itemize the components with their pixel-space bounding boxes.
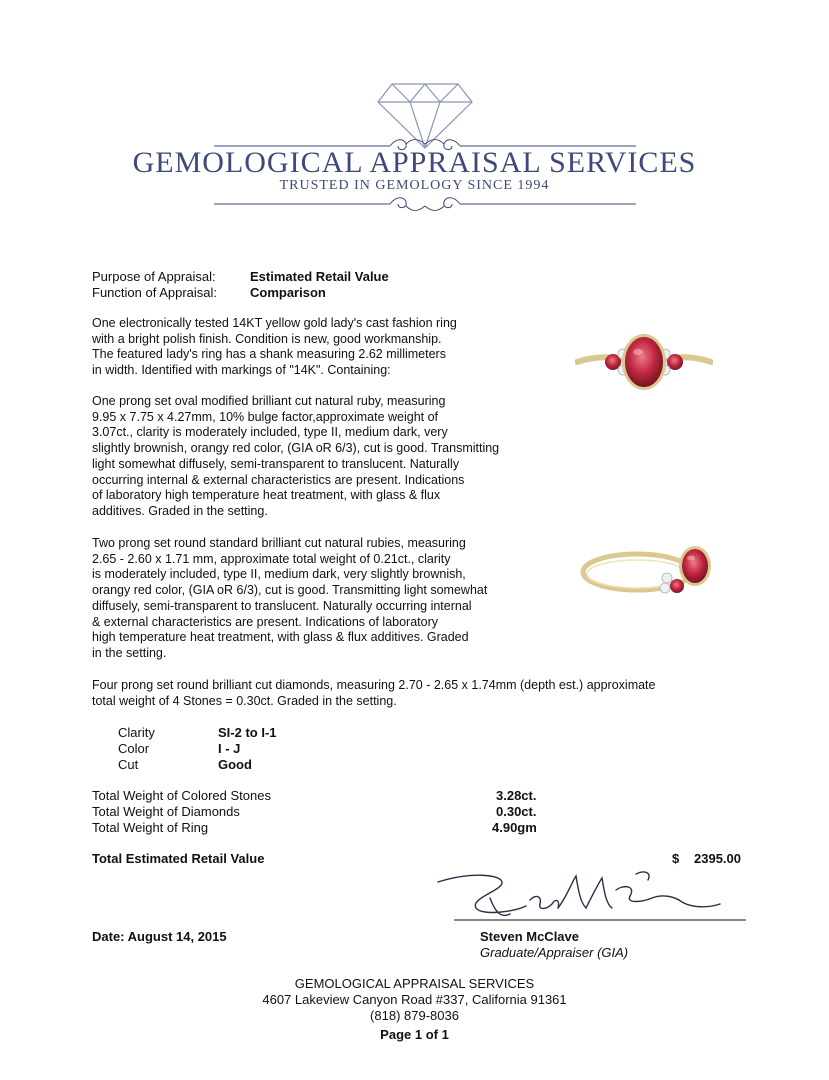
text-line: with a bright polish finish. Condition is new, good workmanship. xyxy=(92,331,442,346)
cut-label: Cut xyxy=(118,757,139,772)
diamonds-paragraph xyxy=(92,678,655,709)
cut-value: Good xyxy=(218,757,252,772)
main-ruby-paragraph xyxy=(92,394,499,520)
color-value: I - J xyxy=(218,741,241,756)
text-line: in the setting. xyxy=(92,645,167,660)
color-label: Color xyxy=(118,741,150,756)
footer-address: 4607 Lakeview Canyon Road #337, California 91361 xyxy=(262,992,567,1007)
text-line: total weight of 4 Stones = 0.30ct. Graded in the setting. xyxy=(92,693,397,708)
currency-symbol: $ xyxy=(672,851,680,866)
page-number: Page 1 of 1 xyxy=(380,1027,449,1042)
total-ring-value: 4.90gm xyxy=(492,820,537,835)
text-line: light somewhat diffusely, semi-transparent to translucent. Naturally xyxy=(92,456,460,471)
total-colored-value: 3.28ct. xyxy=(496,788,537,803)
ring-photo-side xyxy=(577,536,717,606)
clarity-label: Clarity xyxy=(118,725,155,740)
text-line: Four prong set round brilliant cut diamonds, measuring 2.70 - 2.65 x 1.74mm (depth est.) approximate xyxy=(92,678,656,692)
text-line: high temperature heat treatment, with glass & flux additives. Graded xyxy=(92,630,469,645)
text-line: The featured lady's ring has a shank measuring 2.62 millimeters xyxy=(92,347,446,362)
text-line: additives. Graded in the setting. xyxy=(92,503,268,518)
text-line: of laboratory high temperature heat treatment, with glass & flux xyxy=(92,488,441,503)
company-tagline: TRUSTED IN GEMOLOGY SINCE 1994 xyxy=(279,178,550,193)
bottom-ornament-rule xyxy=(214,198,636,211)
total-diamonds-value: 0.30ct. xyxy=(496,804,537,819)
text-line: One electronically tested 14KT yellow gold lady's cast fashion ring xyxy=(92,316,457,330)
function-label: Function of Appraisal: xyxy=(92,285,218,300)
text-line: orangy red color, (GIA oR 6/3), cut is good. Transmitting light somewhat xyxy=(92,583,488,598)
retail-value-label: Total Estimated Retail Value xyxy=(92,851,265,866)
ring-photo-top xyxy=(575,326,713,408)
text-line: 3.07ct., clarity is moderately included, type II, medium dark, very xyxy=(92,425,448,440)
purpose-label: Purpose of Appraisal: xyxy=(92,269,216,284)
footer-phone: (818) 879-8036 xyxy=(370,1008,459,1023)
retail-value-amount: 2395.00 xyxy=(694,851,741,866)
signature-image xyxy=(430,868,750,926)
text-line: One prong set oval modified brilliant cut natural ruby, measuring xyxy=(92,394,446,408)
text-line: in width. Identified with markings of "14K". Containing: xyxy=(92,363,391,378)
company-name: GEMOLOGICAL APPRAISAL SERVICES xyxy=(132,146,697,179)
diamond-icon xyxy=(378,84,472,148)
text-line: is moderately included, type II, medium dark, very slightly brownish, xyxy=(92,567,466,582)
text-line: diffusely, semi-transparent to translucent. Naturally occurring internal xyxy=(92,598,472,613)
footer-company: GEMOLOGICAL APPRAISAL SERVICES xyxy=(294,976,535,991)
text-line: occurring internal & external characteristics are present. Indications xyxy=(92,472,465,487)
appraisal-date: Date: August 14, 2015 xyxy=(92,929,227,944)
clarity-value: SI-2 to I-1 xyxy=(218,725,277,740)
text-line: 2.65 - 2.60 x 1.71 mm, approximate total weight of 0.21ct., clarity xyxy=(92,551,451,566)
intro-paragraph xyxy=(92,316,457,379)
appraiser-name: Steven McClave xyxy=(480,929,579,944)
text-line: Two prong set round standard brilliant cut natural rubies, measuring xyxy=(92,536,466,550)
appraiser-title: Graduate/Appraiser (GIA) xyxy=(480,945,629,960)
text-line: & external characteristics are present. Indications of laboratory xyxy=(92,614,439,629)
total-colored-label: Total Weight of Colored Stones xyxy=(92,788,271,803)
function-value: Comparison xyxy=(250,285,326,300)
purpose-value: Estimated Retail Value xyxy=(250,269,389,284)
side-rubies-paragraph xyxy=(92,536,487,662)
total-ring-label: Total Weight of Ring xyxy=(92,820,209,835)
text-line: slightly brownish, orangy red color, (GIA oR 6/3), cut is good. Transmitting xyxy=(92,441,500,456)
total-diamonds-label: Total Weight of Diamonds xyxy=(92,804,240,819)
text-line: 9.95 x 7.75 x 4.27mm, 10% bulge factor,approximate weight of xyxy=(92,409,439,424)
